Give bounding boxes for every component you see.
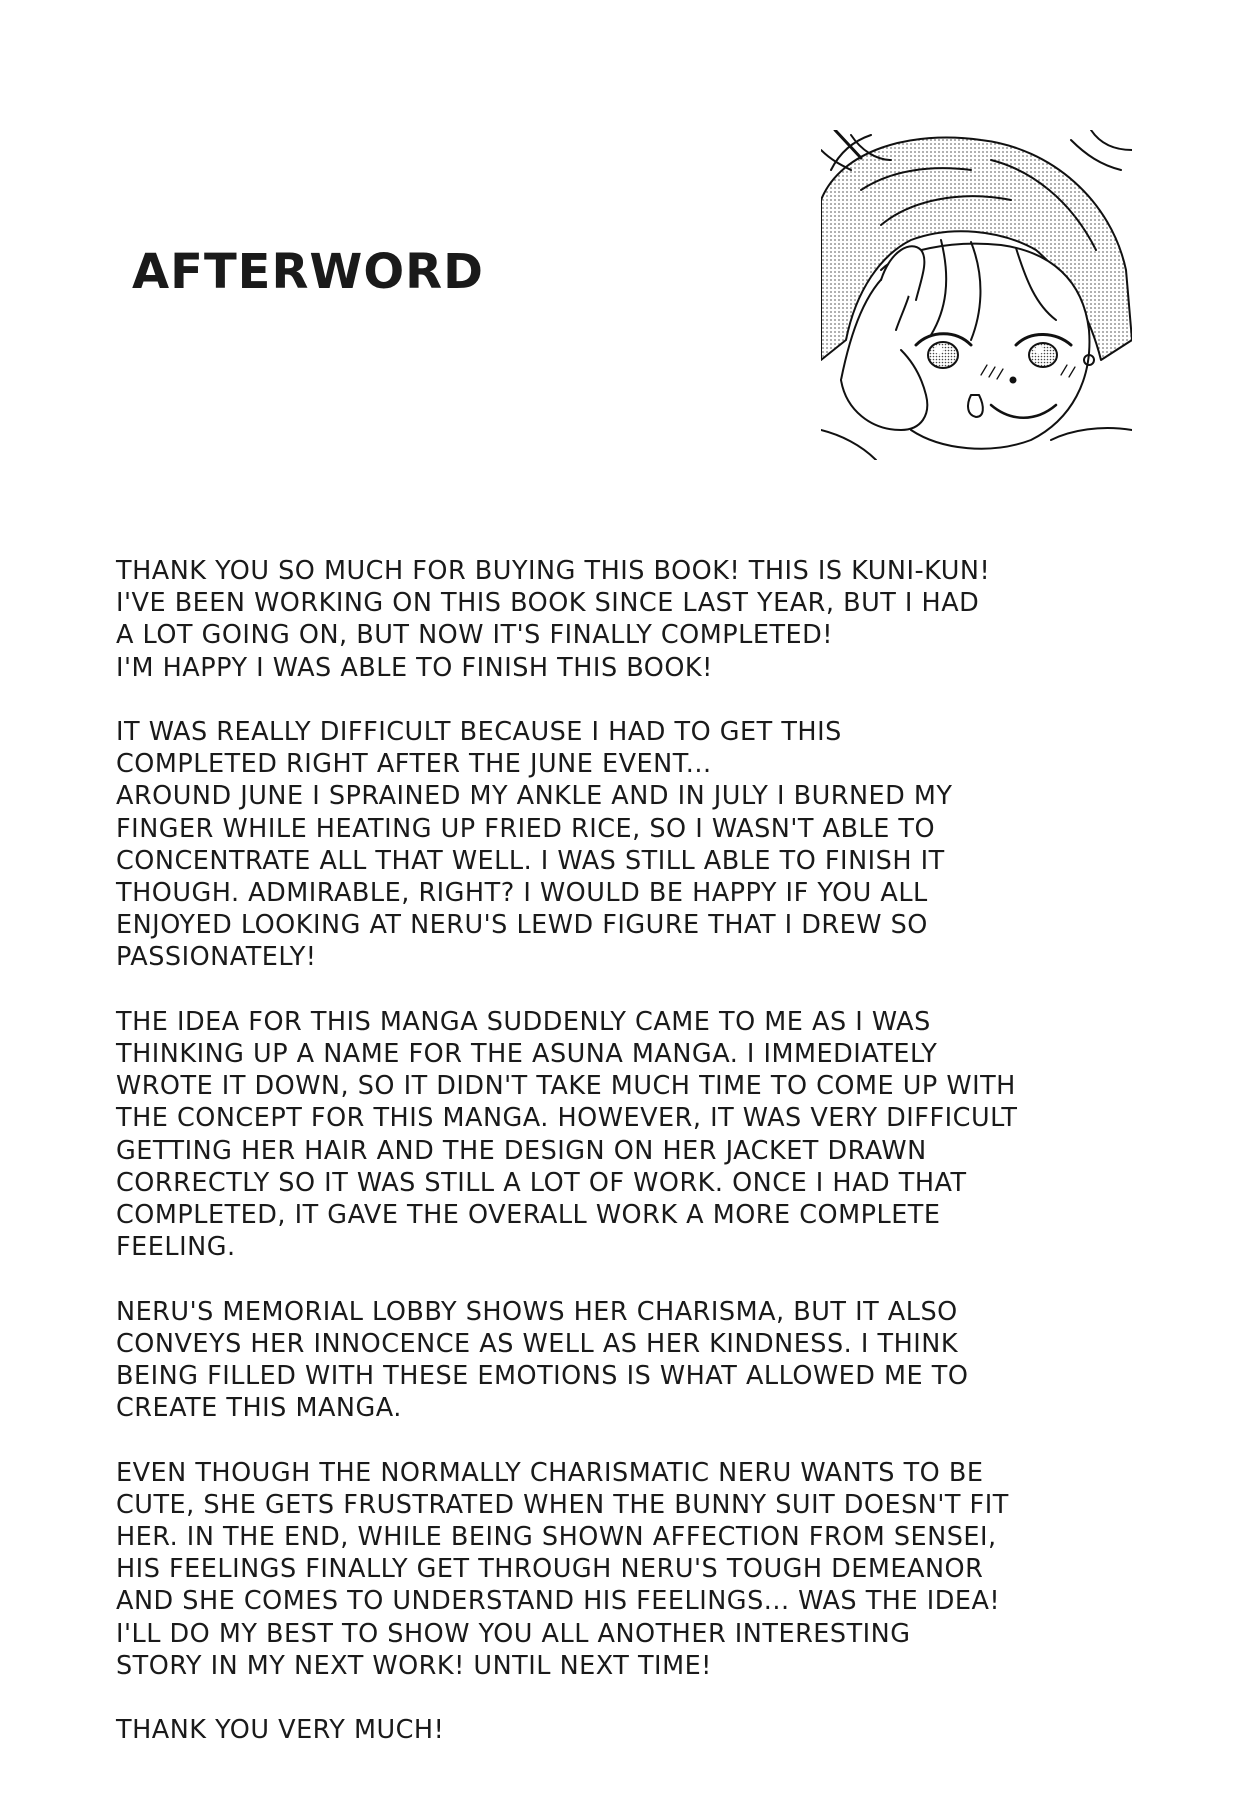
text-line: IT WAS REALLY DIFFICULT BECAUSE I HAD TO GET THIS xyxy=(116,717,842,747)
text-line: FINGER WHILE HEATING UP FRIED RICE, SO I WASN'T ABLE TO xyxy=(116,813,936,844)
text-line: CUTE, SHE GETS FRUSTRATED WHEN THE BUNNY SUIT DOESN'T FIT xyxy=(116,1489,1009,1520)
text-line: FEELING. xyxy=(116,1232,236,1263)
text-line: I'VE BEEN WORKING ON THIS BOOK SINCE LAST YEAR, BUT I HAD xyxy=(116,588,980,619)
text-line: HER. IN THE END, WHILE BEING SHOWN AFFECTION FROM SENSEI, xyxy=(116,1522,997,1553)
text-line: THE CONCEPT FOR THIS MANGA. HOWEVER, IT WAS VERY DIFFICULT xyxy=(116,1103,1018,1134)
page-title: AFTERWORD xyxy=(132,244,484,300)
text-line: A LOT GOING ON, BUT NOW IT'S FINALLY COMPLETED! xyxy=(116,620,833,651)
text-line: THINKING UP A NAME FOR THE ASUNA MANGA. I IMMEDIATELY xyxy=(116,1039,938,1070)
text-line: CONCENTRATE ALL THAT WELL. I WAS STILL ABLE TO FINISH IT xyxy=(116,845,945,876)
text-line: HIS FEELINGS FINALLY GET THROUGH NERU'S TOUGH DEMEANOR xyxy=(116,1554,984,1585)
text-line: AROUND JUNE I SPRAINED MY ANKLE AND IN JULY I BURNED MY xyxy=(116,781,953,812)
text-line: WROTE IT DOWN, SO IT DIDN'T TAKE MUCH TIME TO COME UP WITH xyxy=(116,1071,1016,1102)
text-line: I'M HAPPY I WAS ABLE TO FINISH THIS BOOK! xyxy=(116,652,713,683)
character-illustration xyxy=(821,130,1132,460)
text-line: GETTING HER HAIR AND THE DESIGN ON HER JACKET DRAWN xyxy=(116,1135,927,1166)
text-line: CONVEYS HER INNOCENCE AS WELL AS HER KINDNESS. I THINK xyxy=(116,1328,959,1359)
text-line: I'LL DO MY BEST TO SHOW YOU ALL ANOTHER INTERESTING xyxy=(116,1618,911,1649)
afterword-paragraph xyxy=(116,716,1156,974)
text-line: COMPLETED RIGHT AFTER THE JUNE EVENT... xyxy=(116,749,712,780)
text-line: NERU'S MEMORIAL LOBBY SHOWS HER CHARISMA, BUT IT ALSO xyxy=(116,1296,958,1327)
text-line: PASSIONATELY! xyxy=(116,942,317,973)
text-line: THANK YOU VERY MUCH! xyxy=(116,1715,445,1746)
afterword-paragraph xyxy=(116,1296,1156,1425)
afterword-paragraph xyxy=(116,1457,1156,1682)
text-line: COMPLETED, IT GAVE THE OVERALL WORK A MORE COMPLETE xyxy=(116,1200,941,1231)
afterword-body xyxy=(116,555,1156,1746)
text-line: THOUGH. ADMIRABLE, RIGHT? I WOULD BE HAPPY IF YOU ALL xyxy=(116,878,928,909)
afterword-paragraph xyxy=(116,1714,1156,1746)
text-line: AND SHE COMES TO UNDERSTAND HIS FEELINGS... WAS THE IDEA! xyxy=(116,1586,1001,1617)
afterword-paragraph xyxy=(116,1006,1156,1264)
afterword-paragraph xyxy=(116,555,1156,684)
text-line: STORY IN MY NEXT WORK! UNTIL NEXT TIME! xyxy=(116,1650,712,1681)
text-line: CREATE THIS MANGA. xyxy=(116,1393,402,1424)
text-line: BEING FILLED WITH THESE EMOTIONS IS WHAT ALLOWED ME TO xyxy=(116,1361,969,1392)
text-line: ENJOYED LOOKING AT NERU'S LEWD FIGURE THAT I DREW SO xyxy=(116,910,928,941)
text-line: THE IDEA FOR THIS MANGA SUDDENLY CAME TO ME AS I WAS xyxy=(116,1006,931,1037)
text-line: THANK YOU SO MUCH FOR BUYING THIS BOOK! THIS IS KUNI-KUN! xyxy=(116,556,991,586)
text-line: EVEN THOUGH THE NORMALLY CHARISMATIC NERU WANTS TO BE xyxy=(116,1457,984,1488)
text-line: CORRECTLY SO IT WAS STILL A LOT OF WORK. ONCE I HAD THAT xyxy=(116,1167,967,1198)
